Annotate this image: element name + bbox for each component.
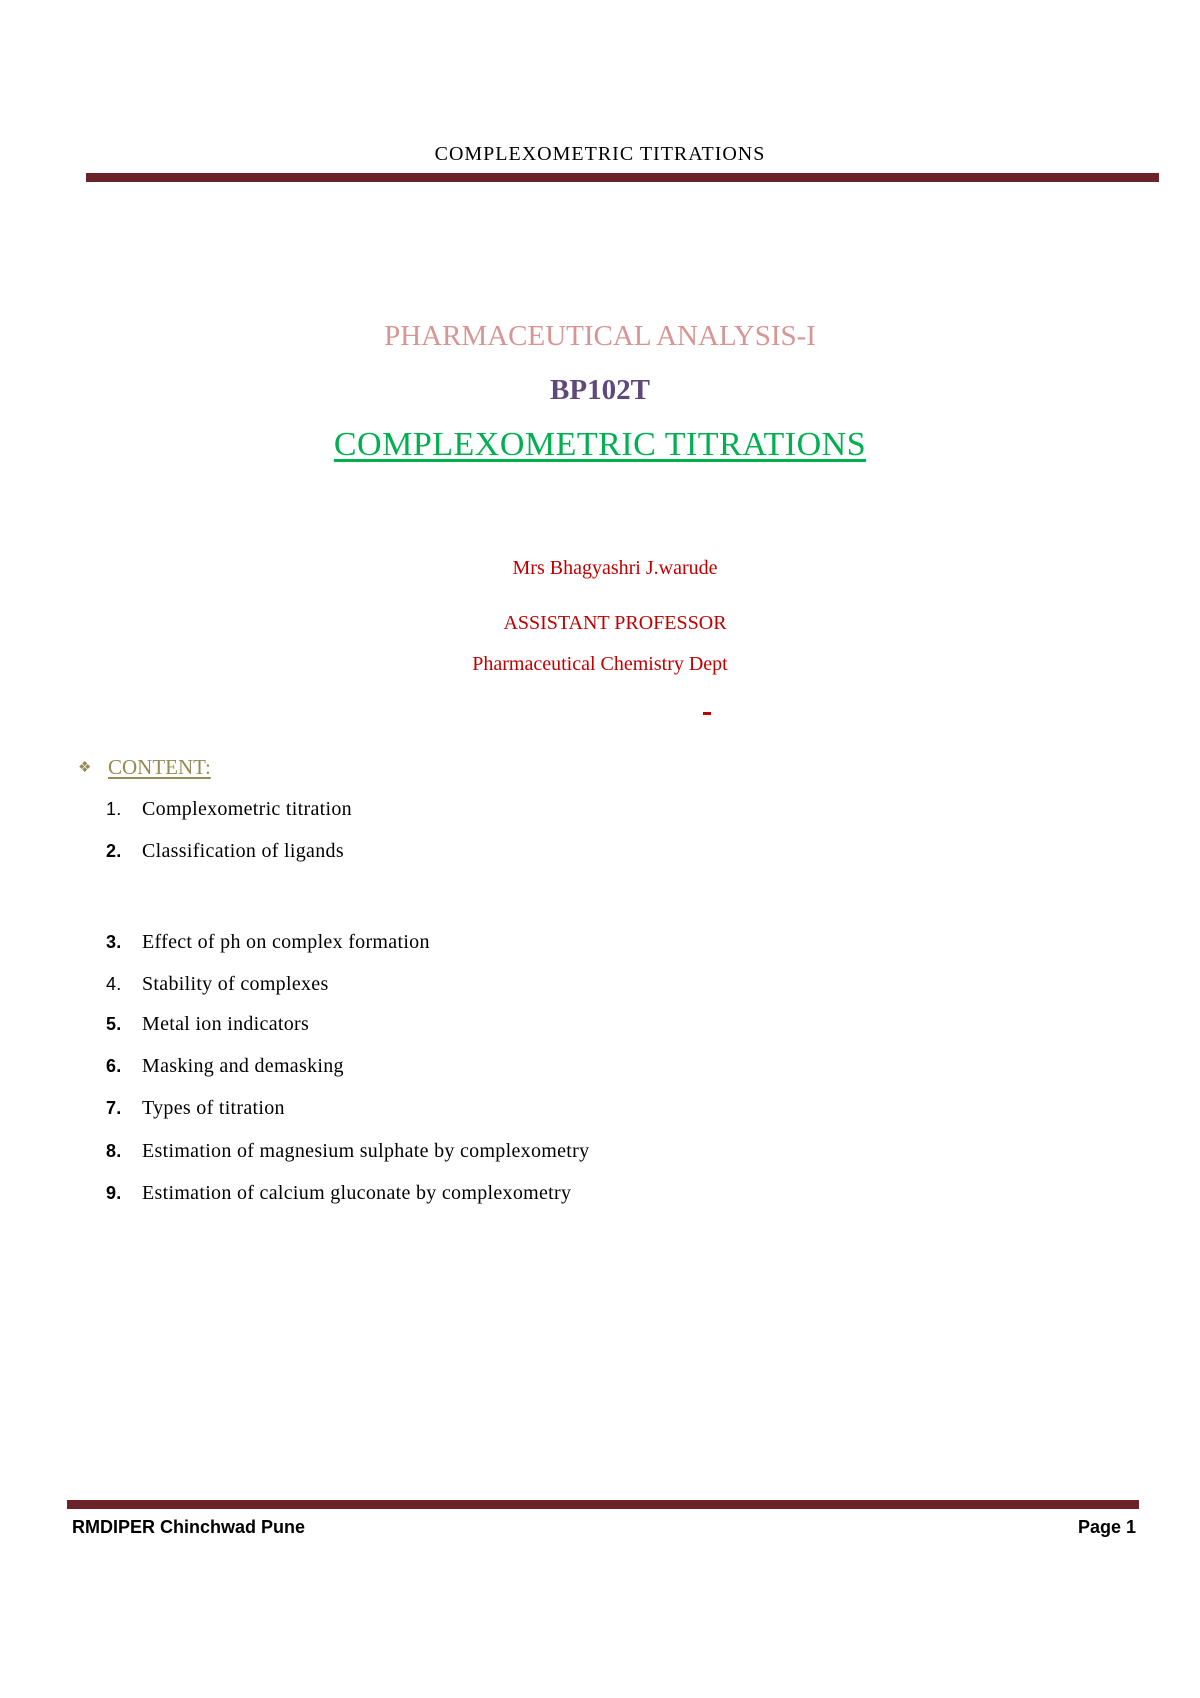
list-item-text: Complexometric titration	[142, 798, 352, 820]
topic-title: COMPLEXOMETRIC TITRATIONS	[333, 426, 867, 463]
footer-divider	[67, 1500, 1139, 1509]
list-item-number: 3.	[106, 932, 122, 952]
footer-institute: RMDIPER Chinchwad Pune	[72, 1517, 306, 1537]
list-item-text: Estimation of magnesium sulphate by complexometry	[142, 1140, 590, 1162]
list-item-number: 6.	[106, 1056, 122, 1076]
list-item-number: 5.	[106, 1014, 122, 1034]
list-item-number: 7.	[106, 1098, 122, 1118]
footer-page-number: Page 1	[1077, 1517, 1136, 1537]
course-name: PHARMACEUTICAL ANALYSIS-I	[384, 320, 816, 352]
list-item	[106, 1097, 285, 1120]
diamond-bullet-icon: ❖	[78, 760, 92, 776]
list-item	[106, 840, 344, 863]
list-item	[106, 1013, 309, 1036]
list-item-text: Classification of ligands	[142, 840, 344, 862]
list-item-number: 2.	[106, 841, 122, 861]
list-item-number: 1.	[106, 799, 122, 819]
list-item-text: Metal ion indicators	[142, 1013, 310, 1035]
content-heading-label: CONTENT:	[108, 755, 211, 779]
list-item	[106, 931, 430, 954]
list-item-number: 9.	[106, 1183, 122, 1203]
list-item-text: Estimation of calcium gluconate by complexometry	[142, 1182, 572, 1204]
list-item-text: Masking and demasking	[142, 1055, 344, 1077]
running-header: COMPLEXOMETRIC TITRATIONS	[434, 143, 766, 165]
list-item	[106, 1055, 344, 1078]
list-item	[106, 1182, 571, 1205]
course-code: BP102T	[550, 374, 650, 406]
list-item-text: Types of titration	[142, 1097, 285, 1119]
author-position: ASSISTANT PROFESSOR	[503, 612, 727, 634]
list-item-text: Effect of ph on complex formation	[142, 931, 430, 953]
content-heading	[78, 755, 211, 780]
header-divider	[86, 173, 1159, 182]
list-item-number: 8.	[106, 1141, 122, 1161]
list-item-text: Stability of complexes	[142, 973, 329, 995]
list-item	[106, 1140, 589, 1163]
dash-mark	[703, 712, 711, 715]
list-item	[106, 973, 329, 996]
list-item-number: 4.	[106, 974, 122, 994]
author-name: Mrs Bhagyashri J.warude	[512, 557, 718, 579]
author-department: Pharmaceutical Chemistry Dept	[472, 653, 728, 675]
list-item	[106, 798, 352, 821]
